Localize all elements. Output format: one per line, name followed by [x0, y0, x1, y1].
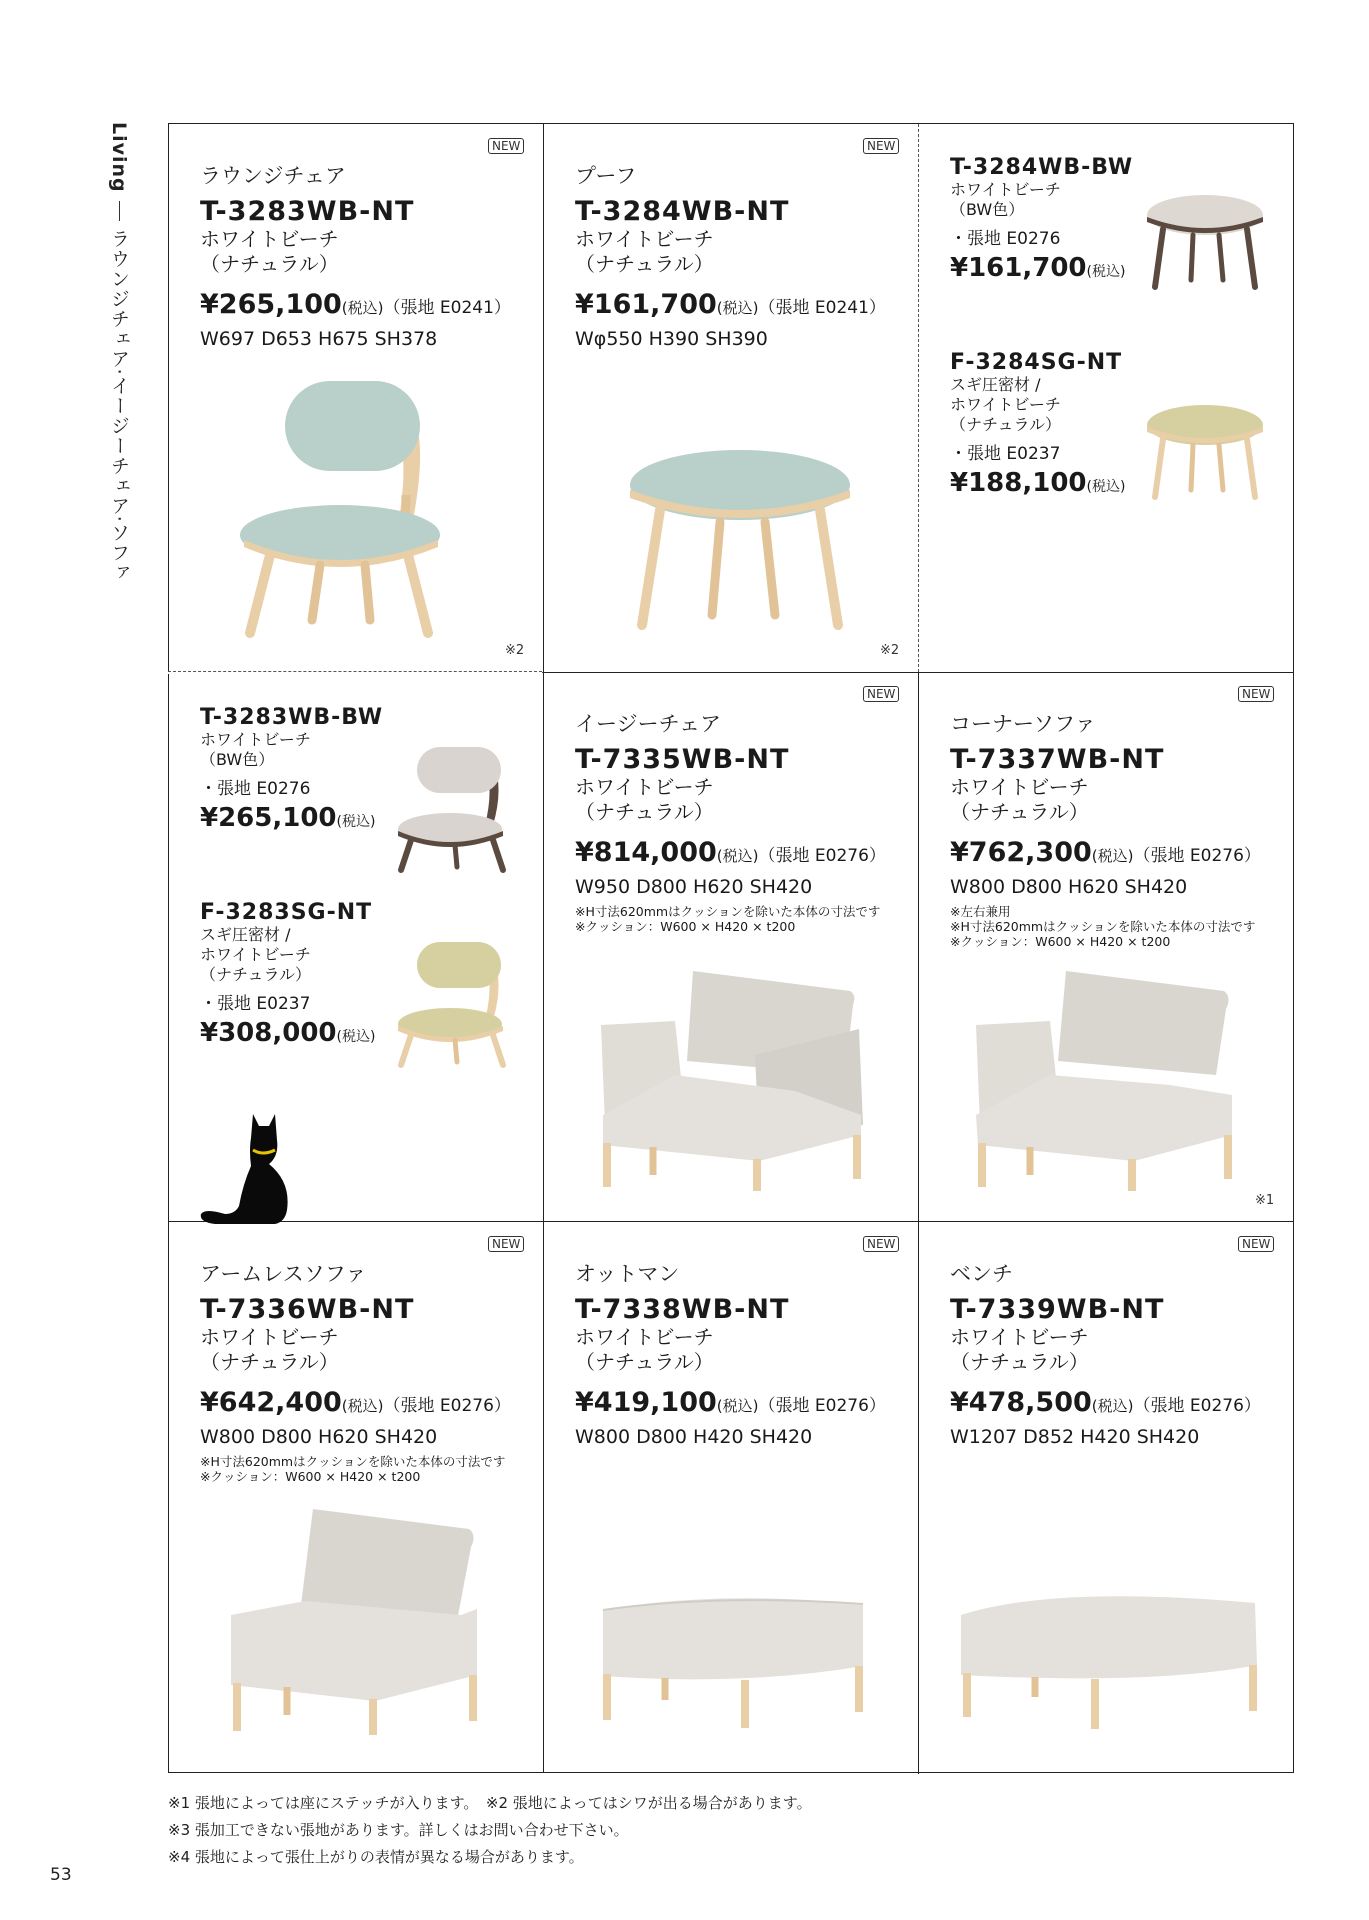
product-price — [950, 468, 1150, 498]
product-price — [575, 1387, 915, 1418]
product-dimensions: W950 D800 H620 SH420 — [575, 876, 813, 898]
product-price — [950, 253, 1150, 283]
product-category: オットマン — [575, 1262, 680, 1286]
product-material: ホワイトビーチ — [950, 180, 1061, 199]
new-badge: NEW — [863, 138, 899, 154]
price-value: ¥308,000 — [200, 1018, 337, 1048]
product-price — [200, 803, 400, 833]
product-dimensions: W800 D800 H620 SH420 — [950, 876, 1188, 898]
product-material: ホワイトビーチ — [200, 730, 311, 749]
ottoman-image — [595, 1590, 870, 1740]
product-card — [575, 1258, 915, 1448]
product-price — [575, 837, 915, 868]
product-material: ホワイトビーチ — [950, 1325, 1089, 1349]
price-value: ¥161,700 — [950, 253, 1087, 283]
footnote-mark: ※2 — [880, 643, 900, 658]
section-sidebar — [106, 122, 133, 583]
product-code: T-3284WB-BW — [950, 155, 1134, 180]
product-material: ホワイトビーチ — [575, 1325, 714, 1349]
product-category: プーフ — [575, 164, 637, 188]
price-value: ¥419,100 — [575, 1387, 717, 1418]
new-badge: NEW — [1238, 686, 1274, 702]
product-note: ※左右兼用 — [950, 904, 1011, 919]
footnotes — [168, 1790, 812, 1871]
product-material: スギ圧密材 / — [200, 925, 291, 944]
product-dimensions: W800 D800 H420 SH420 — [575, 1426, 813, 1448]
section-subtitle: ラウンジチェア·イージーチェア·ソファ — [108, 228, 130, 583]
new-badge: NEW — [488, 138, 524, 154]
product-code: T-7336WB-NT — [200, 1294, 415, 1325]
product-card — [200, 900, 400, 1048]
pouf-sugi-image — [1145, 405, 1265, 505]
tax-label: (税込) — [1086, 479, 1126, 495]
product-material: （ナチュラル） — [950, 415, 1062, 434]
product-card — [950, 708, 1290, 949]
product-material: ホワイトビーチ — [575, 227, 714, 251]
fabric-code: （張地 E0276） — [383, 1396, 511, 1416]
page-number: 53 — [50, 1865, 72, 1885]
product-category: ベンチ — [950, 1262, 1013, 1286]
footnote-row — [168, 1790, 812, 1817]
fabric-code: ・張地 E0276 — [200, 779, 311, 799]
product-note: ※クッション：W600 × H420 × t200 — [575, 919, 796, 934]
product-price — [200, 289, 530, 320]
lounge-chair-bw-image — [395, 745, 515, 875]
grid-divider — [543, 124, 544, 1772]
product-card — [200, 705, 400, 833]
tax-label: (税込) — [1086, 264, 1126, 280]
product-dimensions: Wφ550 H390 SH390 — [575, 328, 768, 350]
product-material: （ナチュラル） — [575, 1350, 714, 1374]
product-card — [950, 350, 1150, 498]
product-material: （ナチュラル） — [950, 800, 1089, 824]
price-value: ¥265,100 — [200, 803, 337, 833]
product-code: T-3284WB-NT — [575, 196, 790, 227]
tax-label: (税込) — [336, 814, 376, 830]
product-note: ※H寸法620mmはクッションを除いた本体の寸法です — [575, 904, 881, 919]
product-price — [575, 289, 905, 320]
product-code: T-3283WB-NT — [200, 196, 415, 227]
product-note: ※クッション：W600 × H420 × t200 — [950, 934, 1171, 949]
product-code: T-3283WB-BW — [200, 705, 384, 730]
dashed-divider — [918, 124, 919, 672]
price-value: ¥478,500 — [950, 1387, 1092, 1418]
tax-label: (税込) — [1091, 1397, 1134, 1415]
tax-label: (税込) — [341, 299, 384, 317]
product-material: ホワイトビーチ — [200, 945, 311, 964]
footnote: ※4 張地によって張仕上がりの表情が異なる場合があります。 — [168, 1848, 584, 1866]
cat-illustration — [195, 1110, 305, 1228]
price-value: ¥188,100 — [950, 468, 1087, 498]
product-material: ホワイトビーチ — [200, 1325, 339, 1349]
product-dimensions: W697 D653 H675 SH378 — [200, 328, 438, 350]
pouf-bw-image — [1145, 195, 1265, 295]
product-material: （BW色） — [200, 750, 275, 769]
price-value: ¥161,700 — [575, 289, 717, 320]
fabric-code: （張地 E0241） — [758, 298, 886, 318]
tax-label: (税込) — [716, 299, 759, 317]
easy-chair-image — [595, 965, 870, 1195]
corner-sofa-image — [970, 965, 1240, 1195]
price-value: ¥814,000 — [575, 837, 717, 868]
fabric-code: （張地 E0276） — [1133, 846, 1261, 866]
new-badge: NEW — [488, 1236, 524, 1252]
product-code: T-7339WB-NT — [950, 1294, 1165, 1325]
product-dimensions: W1207 D852 H420 SH420 — [950, 1426, 1200, 1448]
product-card — [200, 160, 530, 350]
fabric-code: ・張地 E0237 — [200, 994, 311, 1014]
footnote: ※3 張加工できない張地があります。詳しくはお問い合わせ下さい。 — [168, 1821, 629, 1839]
product-code: T-7338WB-NT — [575, 1294, 790, 1325]
new-badge: NEW — [863, 686, 899, 702]
fabric-code: （張地 E0276） — [758, 846, 886, 866]
footnote-mark: ※2 — [505, 643, 525, 658]
product-material: （ナチュラル） — [200, 252, 339, 276]
product-note: ※H寸法620mmはクッションを除いた本体の寸法です — [950, 919, 1256, 934]
product-material: スギ圧密材 / — [950, 375, 1041, 394]
product-price — [200, 1018, 400, 1048]
product-category: コーナーソファ — [950, 712, 1096, 736]
new-badge: NEW — [1238, 1236, 1274, 1252]
fabric-code: （張地 E0276） — [758, 1396, 886, 1416]
tax-label: (税込) — [341, 1397, 384, 1415]
product-price — [950, 837, 1290, 868]
product-card — [950, 1258, 1290, 1448]
product-material: （ナチュラル） — [575, 252, 714, 276]
product-code: T-7335WB-NT — [575, 744, 790, 775]
product-code: T-7337WB-NT — [950, 744, 1165, 775]
price-value: ¥642,400 — [200, 1387, 342, 1418]
product-card — [950, 155, 1150, 283]
pouf-image — [620, 450, 860, 650]
section-title: Living — [108, 122, 130, 193]
product-material: （ナチュラル） — [950, 1350, 1089, 1374]
new-badge: NEW — [863, 1236, 899, 1252]
lounge-chair-image — [230, 375, 500, 645]
tax-label: (税込) — [1091, 847, 1134, 865]
product-material: ホワイトビーチ — [950, 775, 1089, 799]
bench-image — [955, 1585, 1265, 1745]
product-material: （ナチュラル） — [200, 965, 312, 984]
fabric-code: （張地 E0241） — [383, 298, 511, 318]
product-category: ラウンジチェア — [200, 164, 346, 188]
tax-label: (税込) — [716, 1397, 759, 1415]
product-material: ホワイトビーチ — [950, 395, 1061, 414]
fabric-code: ・張地 E0237 — [950, 444, 1061, 464]
product-material: （BW色） — [950, 200, 1025, 219]
fabric-code: （張地 E0276） — [1133, 1396, 1261, 1416]
product-material: （ナチュラル） — [575, 800, 714, 824]
footnote: ※1 張地によっては座にステッチが入ります。 — [168, 1794, 471, 1812]
product-note: ※クッション：W600 × H420 × t200 — [200, 1469, 421, 1484]
footnote-mark: ※1 — [1255, 1193, 1275, 1208]
grid-divider — [918, 672, 919, 1774]
sidebar-divider — [119, 201, 120, 221]
tax-label: (税込) — [716, 847, 759, 865]
product-code: F-3284SG-NT — [950, 350, 1123, 375]
product-material: ホワイトビーチ — [575, 775, 714, 799]
product-note: ※H寸法620mmはクッションを除いた本体の寸法です — [200, 1454, 506, 1469]
product-code: F-3283SG-NT — [200, 900, 373, 925]
tax-label: (税込) — [336, 1029, 376, 1045]
product-card — [575, 160, 905, 350]
dashed-divider — [168, 671, 542, 672]
footnote: ※2 張地によってはシワが出る場合があります。 — [485, 1794, 812, 1812]
grid-divider — [169, 1221, 1293, 1222]
product-material: （ナチュラル） — [200, 1350, 339, 1374]
lounge-chair-sugi-image — [395, 940, 515, 1070]
product-dimensions: W800 D800 H620 SH420 — [200, 1426, 438, 1448]
product-card — [200, 1258, 540, 1484]
product-price — [950, 1387, 1290, 1418]
fabric-code: ・張地 E0276 — [950, 229, 1061, 249]
product-material: ホワイトビーチ — [200, 227, 339, 251]
product-category: アームレスソファ — [200, 1262, 367, 1286]
price-value: ¥762,300 — [950, 837, 1092, 868]
price-value: ¥265,100 — [200, 289, 342, 320]
armless-sofa-image — [225, 1505, 480, 1740]
product-category: イージーチェア — [575, 712, 721, 736]
product-card — [575, 708, 915, 934]
product-price — [200, 1387, 540, 1418]
